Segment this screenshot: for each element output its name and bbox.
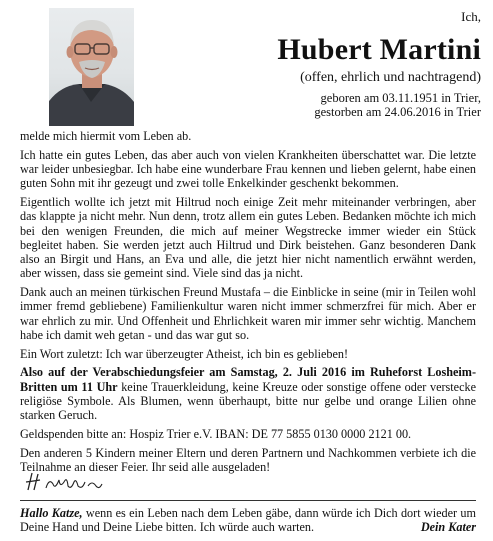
paragraph-7: Geldspenden bitte an: Hospiz Trier e.V. IBAN: DE 77 5855 0130 0000 2121 00. <box>20 426 412 441</box>
paragraph-6 <box>20 365 476 422</box>
portrait-photo <box>49 8 134 126</box>
closing-greeting: Hallo Katze, <box>20 506 83 520</box>
ceremony-instructions: keine Trauerkleidung, keine Kreuze oder sonstige offene oder verstecke religiöse Symbole. Als Blumen, wenn überhaupt, bitte nur gelbe und orange Lilien ohne starken Geruch. <box>20 379 476 423</box>
paragraph-3: Eigentlich wollte ich jetzt mit Hiltrud noch einige Zeit mehr miteinander verbringen, aber das klappte ja nicht mehr. Nun denn, trotz allem ein gutes Leben. Bedanken möchte ich mich bei den wenigen Freunden, die mich auf meiner Wegstrecke immer wieder ein Stück begleitet haben. Sie werden jetzt auch Hiltrud und Dirk beistehen. Ganz besonderen Dank also an Birgit und Hans, an Eva und alle, die jetzt hier nicht namentlich erwähnt werden, aber wissen, dass sie gemeint sind. Viele sind das ja nicht. <box>20 194 476 281</box>
intro-word: Ich, <box>461 9 481 24</box>
sign-off: Dein Kater <box>420 520 476 535</box>
paragraph-5: Ein Wort zuletzt: Ich war überzeugter Atheist, ich bin es geblieben! <box>20 346 349 361</box>
tagline: (offen, ehrlich und nachtragend) <box>300 70 481 85</box>
deceased-name: Hubert Martini <box>277 33 481 66</box>
paragraph-4: Dank auch an meinen türkischen Freund Mustafa – die Einblicke in seine (mir in Teilen wohl immer fremd gebliebene) Familienkultur waren nicht immer schmerzfrei für mich. Aber er war ehrlich zu mir. Und Offenheit und Ehrlichkeit waren mir immer sehr wichtig. Manchem habe ich damit weh getan - und das war gut so. <box>20 285 476 343</box>
birth-date: geboren am 03.11.1951 in Trier, <box>320 91 481 105</box>
paragraph-1: melde mich hiermit vom Leben ab. <box>20 129 192 143</box>
obituary-text <box>20 129 476 479</box>
death-date: gestorben am 24.06.2016 in Trier <box>314 105 481 119</box>
closing-note <box>20 506 476 535</box>
closing-text: wenn es ein Leben nach dem Leben gäbe, dann würde ich Dich dort wieder um Deine Hand und Deine Liebe bitten. Ich würde auch warten. <box>20 506 476 535</box>
closing-paragraph <box>20 506 476 535</box>
ceremony-details: Also auf der Verabschiedungsfeier am Samstag, 2. Juli 2016 im Ruheforst Losheim-Britten um 11 Uhr <box>20 365 476 394</box>
portrait-illustration <box>49 8 134 126</box>
handwritten-signature <box>22 470 112 496</box>
paragraph-8: Den anderen 5 Kindern meiner Eltern und deren Partnern und Nachkommen verbiete ich die Teilnahme an dieser Feier. Ihr seid alle ausgeladen! <box>20 445 476 474</box>
divider <box>20 500 476 501</box>
paragraph-2: Ich hatte ein gutes Leben, das aber auch von vielen Krankheiten überschattet war. Die letzte war leider unbesiegbar. Ich habe eine wunderbare Frau kennen und lieben gelernt, habe einen guten Sohn mit ihr gezeugt und zwei tolle Enkelkinder geschenkt bekommen. <box>20 147 476 191</box>
